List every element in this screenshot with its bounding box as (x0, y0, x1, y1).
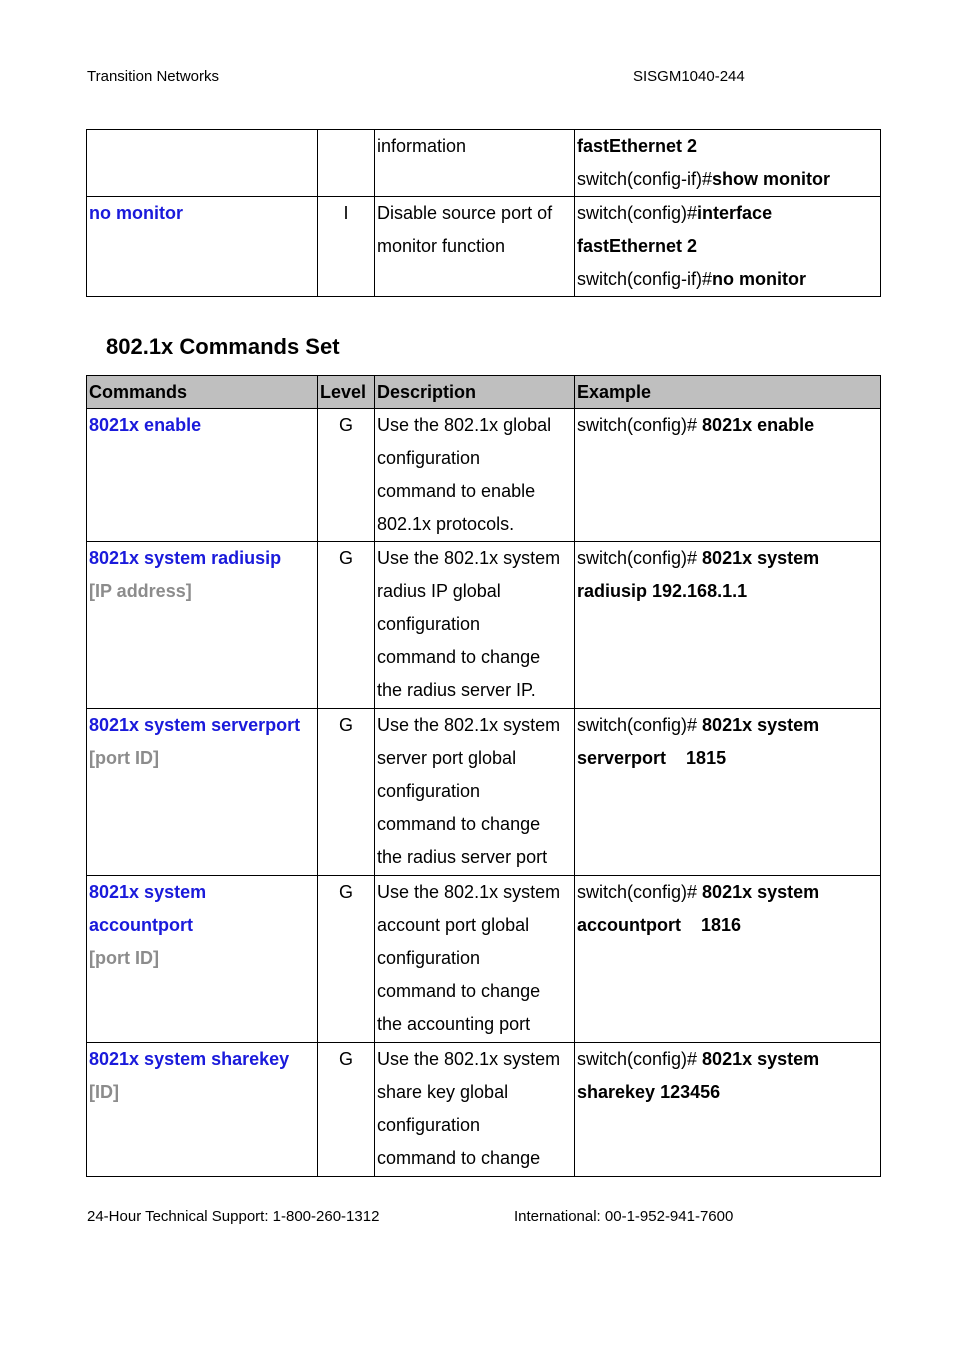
command-link-8021x-system-accountport[interactable]: accountport (89, 915, 194, 935)
command-link-8021x-system-radiusip[interactable]: 8021x system radiusip (89, 548, 282, 568)
dot1x-commands-table (86, 375, 881, 1177)
monitor-commands-table (86, 129, 881, 297)
command-link-no-monitor[interactable]: no monitor (89, 203, 183, 223)
command-param: [port ID] (89, 748, 159, 768)
level-cell: G (318, 409, 375, 542)
level-cell: G (318, 709, 375, 876)
description-cell: information (375, 130, 575, 197)
header-example: Example (575, 376, 881, 409)
command-param: [IP address] (89, 581, 192, 601)
command-link-8021x-system-sharekey[interactable]: 8021x system sharekey (89, 1049, 290, 1069)
description-cell: Use the 802.1x system share key global configuration command to change (375, 1043, 575, 1177)
header-level: Level (318, 376, 375, 409)
table-row (87, 709, 881, 876)
table-row (87, 542, 881, 709)
command-cell (87, 409, 318, 542)
command-cell (87, 197, 318, 297)
example-cell: switch(config)# 8021x system serverport 1815 (575, 709, 881, 876)
table-header-row (87, 376, 881, 409)
command-cell (87, 130, 318, 197)
example-cell: switch(config)#interface fastEthernet 2 switch(config-if)#no monitor (575, 197, 881, 297)
command-param: [ID] (89, 1082, 119, 1102)
header-description: Description (375, 376, 575, 409)
level-cell: G (318, 542, 375, 709)
command-link-8021x-system-serverport[interactable]: 8021x system serverport (89, 715, 301, 735)
footer-support: 24-Hour Technical Support: 1-800-260-1312 (87, 1208, 380, 1225)
command-cell (87, 1043, 318, 1177)
command-link-8021x-system-accountport[interactable]: 8021x system (89, 882, 207, 902)
example-cell: switch(config)# 8021x enable (575, 409, 881, 542)
example-cell: fastEthernet 2 switch(config-if)#show monitor (575, 130, 881, 197)
description-cell: Use the 802.1x system server port global configuration command to change the radius server port (375, 709, 575, 876)
header-company: Transition Networks (87, 68, 219, 85)
command-cell (87, 542, 318, 709)
level-cell (318, 130, 375, 197)
level-cell: I (318, 197, 375, 297)
example-cell: switch(config)# 8021x system radiusip 192.168.1.1 (575, 542, 881, 709)
description-cell: Use the 802.1x global configuration command to enable 802.1x protocols. (375, 409, 575, 542)
header-doc-id: SISGM1040-244 (633, 68, 745, 85)
footer-international: International: 00-1-952-941-7600 (514, 1208, 734, 1225)
table-row (87, 409, 881, 542)
description-cell: Use the 802.1x system account port global configuration command to change the accounting port (375, 876, 575, 1043)
table-row (87, 1043, 881, 1177)
command-param: [port ID] (89, 948, 159, 968)
description-cell: Use the 802.1x system radius IP global configuration command to change the radius server IP. (375, 542, 575, 709)
section-title: 802.1x Commands Set (106, 334, 340, 359)
description-cell: Disable source port of monitor function (375, 197, 575, 297)
level-cell: G (318, 1043, 375, 1177)
table-row (87, 130, 881, 197)
command-cell (87, 876, 318, 1043)
command-cell (87, 709, 318, 876)
header-commands: Commands (87, 376, 318, 409)
table-row (87, 197, 881, 297)
level-cell: G (318, 876, 375, 1043)
example-cell: switch(config)# 8021x system sharekey 123456 (575, 1043, 881, 1177)
command-link-8021x-enable[interactable]: 8021x enable (89, 415, 202, 435)
example-cell: switch(config)# 8021x system accountport 1816 (575, 876, 881, 1043)
table-row (87, 876, 881, 1043)
